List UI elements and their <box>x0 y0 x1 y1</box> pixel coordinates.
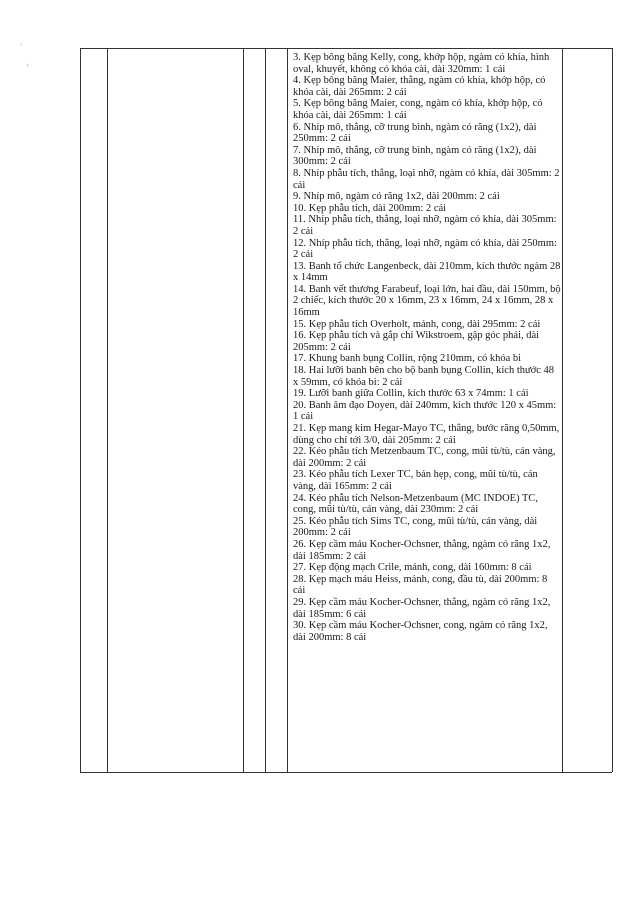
list-item: 11. Nhíp phẫu tích, thẳng, loại nhỡ, ngàm có khía, dài 305mm: 2 cái <box>293 214 557 237</box>
list-item: 23. Kéo phẫu tích Lexer TC, bản hẹp, cong, mũi tù/tù, cán vàng, dài 165mm: 2 cái <box>293 469 538 492</box>
list-item: 15. Kẹp phẫu tích Overholt, mảnh, cong, dài 295mm: 2 cái <box>293 318 541 330</box>
list-item: 10. Kẹp phẫu tích, dài 200mm: 2 cái <box>293 202 447 214</box>
list-item: 4. Kẹp bông băng Maier, thẳng, ngàm có khía, khớp hộp, có khóa cài, dài 265mm: 2 cái <box>293 75 546 98</box>
list-item: 7. Nhíp mô, thẳng, cỡ trung bình, ngàm có răng (1x2), dài 300mm: 2 cái <box>293 144 537 168</box>
margin-mark: ʻ <box>20 42 23 51</box>
list-item: 24. Kéo phẫu tích Nelson-Metzenbaum (MC INDOE) TC, cong, mũi tù/tù, cán vàng, dài 230mm: 2 cái <box>293 492 539 516</box>
list-item: 22. Kéo phẫu tích Metzenbaum TC, cong, mũi tù/tù, cán vàng, dài 200mm: 2 cái <box>293 446 556 469</box>
list-item: 21. Kẹp mang kim Hegar-Mayo TC, thẳng, bước răng 0,50mm, dùng cho chỉ tới 3/0, dài 205mm: 2 cái <box>293 423 560 446</box>
list-item: 27. Kẹp động mạch Crile, mảnh, cong, dài 160mm: 8 cái <box>293 562 532 574</box>
list-item: 13. Banh tổ chức Langenbeck, dài 210mm, kích thước ngàm 28 x 14mm <box>293 260 561 284</box>
table-column-line <box>562 48 563 772</box>
list-item: 29. Kẹp cầm máu Kocher-Ochsner, thẳng, ngàm có răng 1x2, dài 185mm: 6 cái <box>293 596 551 620</box>
list-item: 30. Kẹp cầm máu Kocher-Ochsner, cong, ngàm có răng 1x2, dài 200mm: 8 cái <box>293 620 548 643</box>
table-column-line <box>612 48 613 772</box>
table-column-line <box>243 48 244 772</box>
list-item: 18. Hai lưỡi banh bên cho bộ banh bụng Collin, kích thước 48 x 59mm, có khóa bi: 2 cái <box>293 365 555 388</box>
list-item: 14. Banh vết thương Farabeuf, loại lớn, hai đầu, dài 150mm, bộ 2 chiếc, kích thước 20 x 16mm, 23 x 16mm, 24 x 16mm, 28 x 16mm <box>293 283 561 319</box>
margin-mark: ᶠ <box>27 62 29 71</box>
table-column-line <box>107 48 108 772</box>
list-item: 17. Khung banh bụng Collin, rộng 210mm, có khóa bi <box>293 353 522 365</box>
list-item: 8. Nhíp phẫu tích, thẳng, loại nhỡ, ngàm có khía, dài 305mm: 2 cái <box>293 167 560 191</box>
list-item: 3. Kẹp bông băng Kelly, cong, khớp hộp, ngàm có khía, hình oval, khuyết, không có khóa cài, dài 320mm: 1 cái <box>293 52 550 75</box>
list-item: 6. Nhíp mô, thẳng, cỡ trung bình, ngàm có răng (1x2), dài 250mm: 2 cái <box>293 121 537 145</box>
list-item: 28. Kẹp mạch máu Heiss, mảnh, cong, đầu tù, dài 200mm: 8 cái <box>293 573 548 597</box>
table-column-line <box>265 48 266 772</box>
list-item: 26. Kẹp cầm máu Kocher-Ochsner, thẳng, ngàm có răng 1x2, dài 185mm: 2 cái <box>293 538 551 562</box>
list-item: 16. Kẹp phẫu tích và gắp chỉ Wikstroem, gập góc phải, dài 205mm: 2 cái <box>293 330 540 353</box>
list-item: 25. Kéo phẫu tích Sims TC, cong, mũi tù/tù, cán vàng, dài 200mm: 2 cái <box>293 515 538 539</box>
instrument-list <box>293 52 561 643</box>
list-item: 5. Kẹp bông băng Maier, cong, ngàm có khía, khớp hộp, có khóa cài, dài 265mm: 1 cái <box>293 98 543 121</box>
list-item: 9. Nhíp mô, ngàm có răng 1x2, dài 200mm: 2 cái <box>293 191 500 203</box>
list-item: 19. Lưỡi banh giữa Collin, kích thước 63 x 74mm: 1 cái <box>293 388 529 400</box>
list-item: 20. Banh âm đạo Doyen, dài 240mm, kích thước 120 x 45mm: 1 cái <box>293 399 557 423</box>
table-column-line <box>287 48 288 772</box>
table-column-line <box>80 48 81 772</box>
list-item: 12. Nhíp phẫu tích, thẳng, loại nhỡ, ngàm có khía, dài 250mm: 2 cái <box>293 237 557 261</box>
